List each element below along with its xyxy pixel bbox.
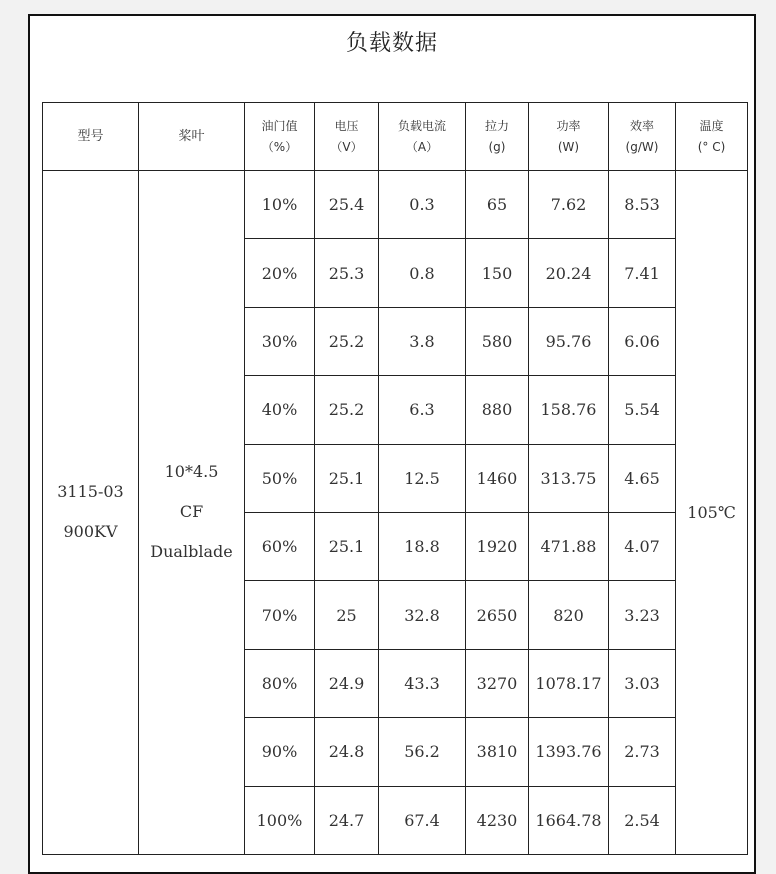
header-propeller: 桨叶 (139, 103, 245, 171)
document-page (28, 14, 756, 874)
voltage-cell: 25 (315, 581, 379, 649)
current-cell: 32.8 (379, 581, 466, 649)
throttle-cell: 90% (245, 718, 315, 786)
current-cell: 0.3 (379, 171, 466, 239)
efficiency-cell: 3.23 (609, 581, 676, 649)
current-cell: 56.2 (379, 718, 466, 786)
thrust-cell: 2650 (466, 581, 529, 649)
throttle-cell: 60% (245, 512, 315, 580)
page-title: 负载数据 (345, 31, 438, 56)
current-cell: 67.4 (379, 786, 466, 854)
power-cell: 1664.78 (529, 786, 609, 854)
current-cell: 12.5 (379, 444, 466, 512)
efficiency-cell: 3.03 (609, 649, 676, 717)
voltage-cell: 25.4 (315, 171, 379, 239)
throttle-cell: 20% (245, 239, 315, 307)
thrust-cell: 3810 (466, 718, 529, 786)
header-row (43, 103, 748, 171)
throttle-cell: 10% (245, 171, 315, 239)
power-cell: 1393.76 (529, 718, 609, 786)
voltage-cell: 25.2 (315, 307, 379, 375)
header-model: 型号 (43, 103, 139, 171)
header-voltage: 电压 （V） (315, 103, 379, 171)
propeller-cell: 10*4.5 CF Dualblade (139, 171, 245, 855)
thrust-cell: 4230 (466, 786, 529, 854)
thrust-cell: 580 (466, 307, 529, 375)
power-cell: 95.76 (529, 307, 609, 375)
thrust-cell: 880 (466, 376, 529, 444)
header-temperature: 温度 (° C) (676, 103, 748, 171)
efficiency-cell: 4.65 (609, 444, 676, 512)
thrust-cell: 1920 (466, 512, 529, 580)
efficiency-cell: 5.54 (609, 376, 676, 444)
temperature-cell: 105℃ (676, 171, 748, 855)
throttle-cell: 30% (245, 307, 315, 375)
current-cell: 3.8 (379, 307, 466, 375)
efficiency-cell: 7.41 (609, 239, 676, 307)
power-cell: 820 (529, 581, 609, 649)
efficiency-cell: 4.07 (609, 512, 676, 580)
thrust-cell: 65 (466, 171, 529, 239)
current-cell: 6.3 (379, 376, 466, 444)
voltage-cell: 25.3 (315, 239, 379, 307)
throttle-cell: 50% (245, 444, 315, 512)
power-cell: 1078.17 (529, 649, 609, 717)
thrust-cell: 3270 (466, 649, 529, 717)
power-cell: 313.75 (529, 444, 609, 512)
power-cell: 7.62 (529, 171, 609, 239)
thrust-cell: 150 (466, 239, 529, 307)
voltage-cell: 25.1 (315, 512, 379, 580)
efficiency-cell: 2.54 (609, 786, 676, 854)
header-throttle: 油门值 （%） (245, 103, 315, 171)
current-cell: 0.8 (379, 239, 466, 307)
current-cell: 43.3 (379, 649, 466, 717)
voltage-cell: 24.7 (315, 786, 379, 854)
voltage-cell: 24.9 (315, 649, 379, 717)
load-data-table (42, 102, 748, 855)
header-thrust: 拉力 (g) (466, 103, 529, 171)
current-cell: 18.8 (379, 512, 466, 580)
voltage-cell: 25.2 (315, 376, 379, 444)
header-power: 功率 (W) (529, 103, 609, 171)
model-cell: 3115-03 900KV (43, 171, 139, 855)
throttle-cell: 100% (245, 786, 315, 854)
efficiency-cell: 8.53 (609, 171, 676, 239)
table-row (43, 171, 748, 239)
efficiency-cell: 2.73 (609, 718, 676, 786)
throttle-cell: 40% (245, 376, 315, 444)
header-efficiency: 效率 (g/W) (609, 103, 676, 171)
efficiency-cell: 6.06 (609, 307, 676, 375)
power-cell: 20.24 (529, 239, 609, 307)
power-cell: 471.88 (529, 512, 609, 580)
throttle-cell: 80% (245, 649, 315, 717)
power-cell: 158.76 (529, 376, 609, 444)
voltage-cell: 25.1 (315, 444, 379, 512)
thrust-cell: 1460 (466, 444, 529, 512)
throttle-cell: 70% (245, 581, 315, 649)
header-current: 负载电流 （A） (379, 103, 466, 171)
voltage-cell: 24.8 (315, 718, 379, 786)
